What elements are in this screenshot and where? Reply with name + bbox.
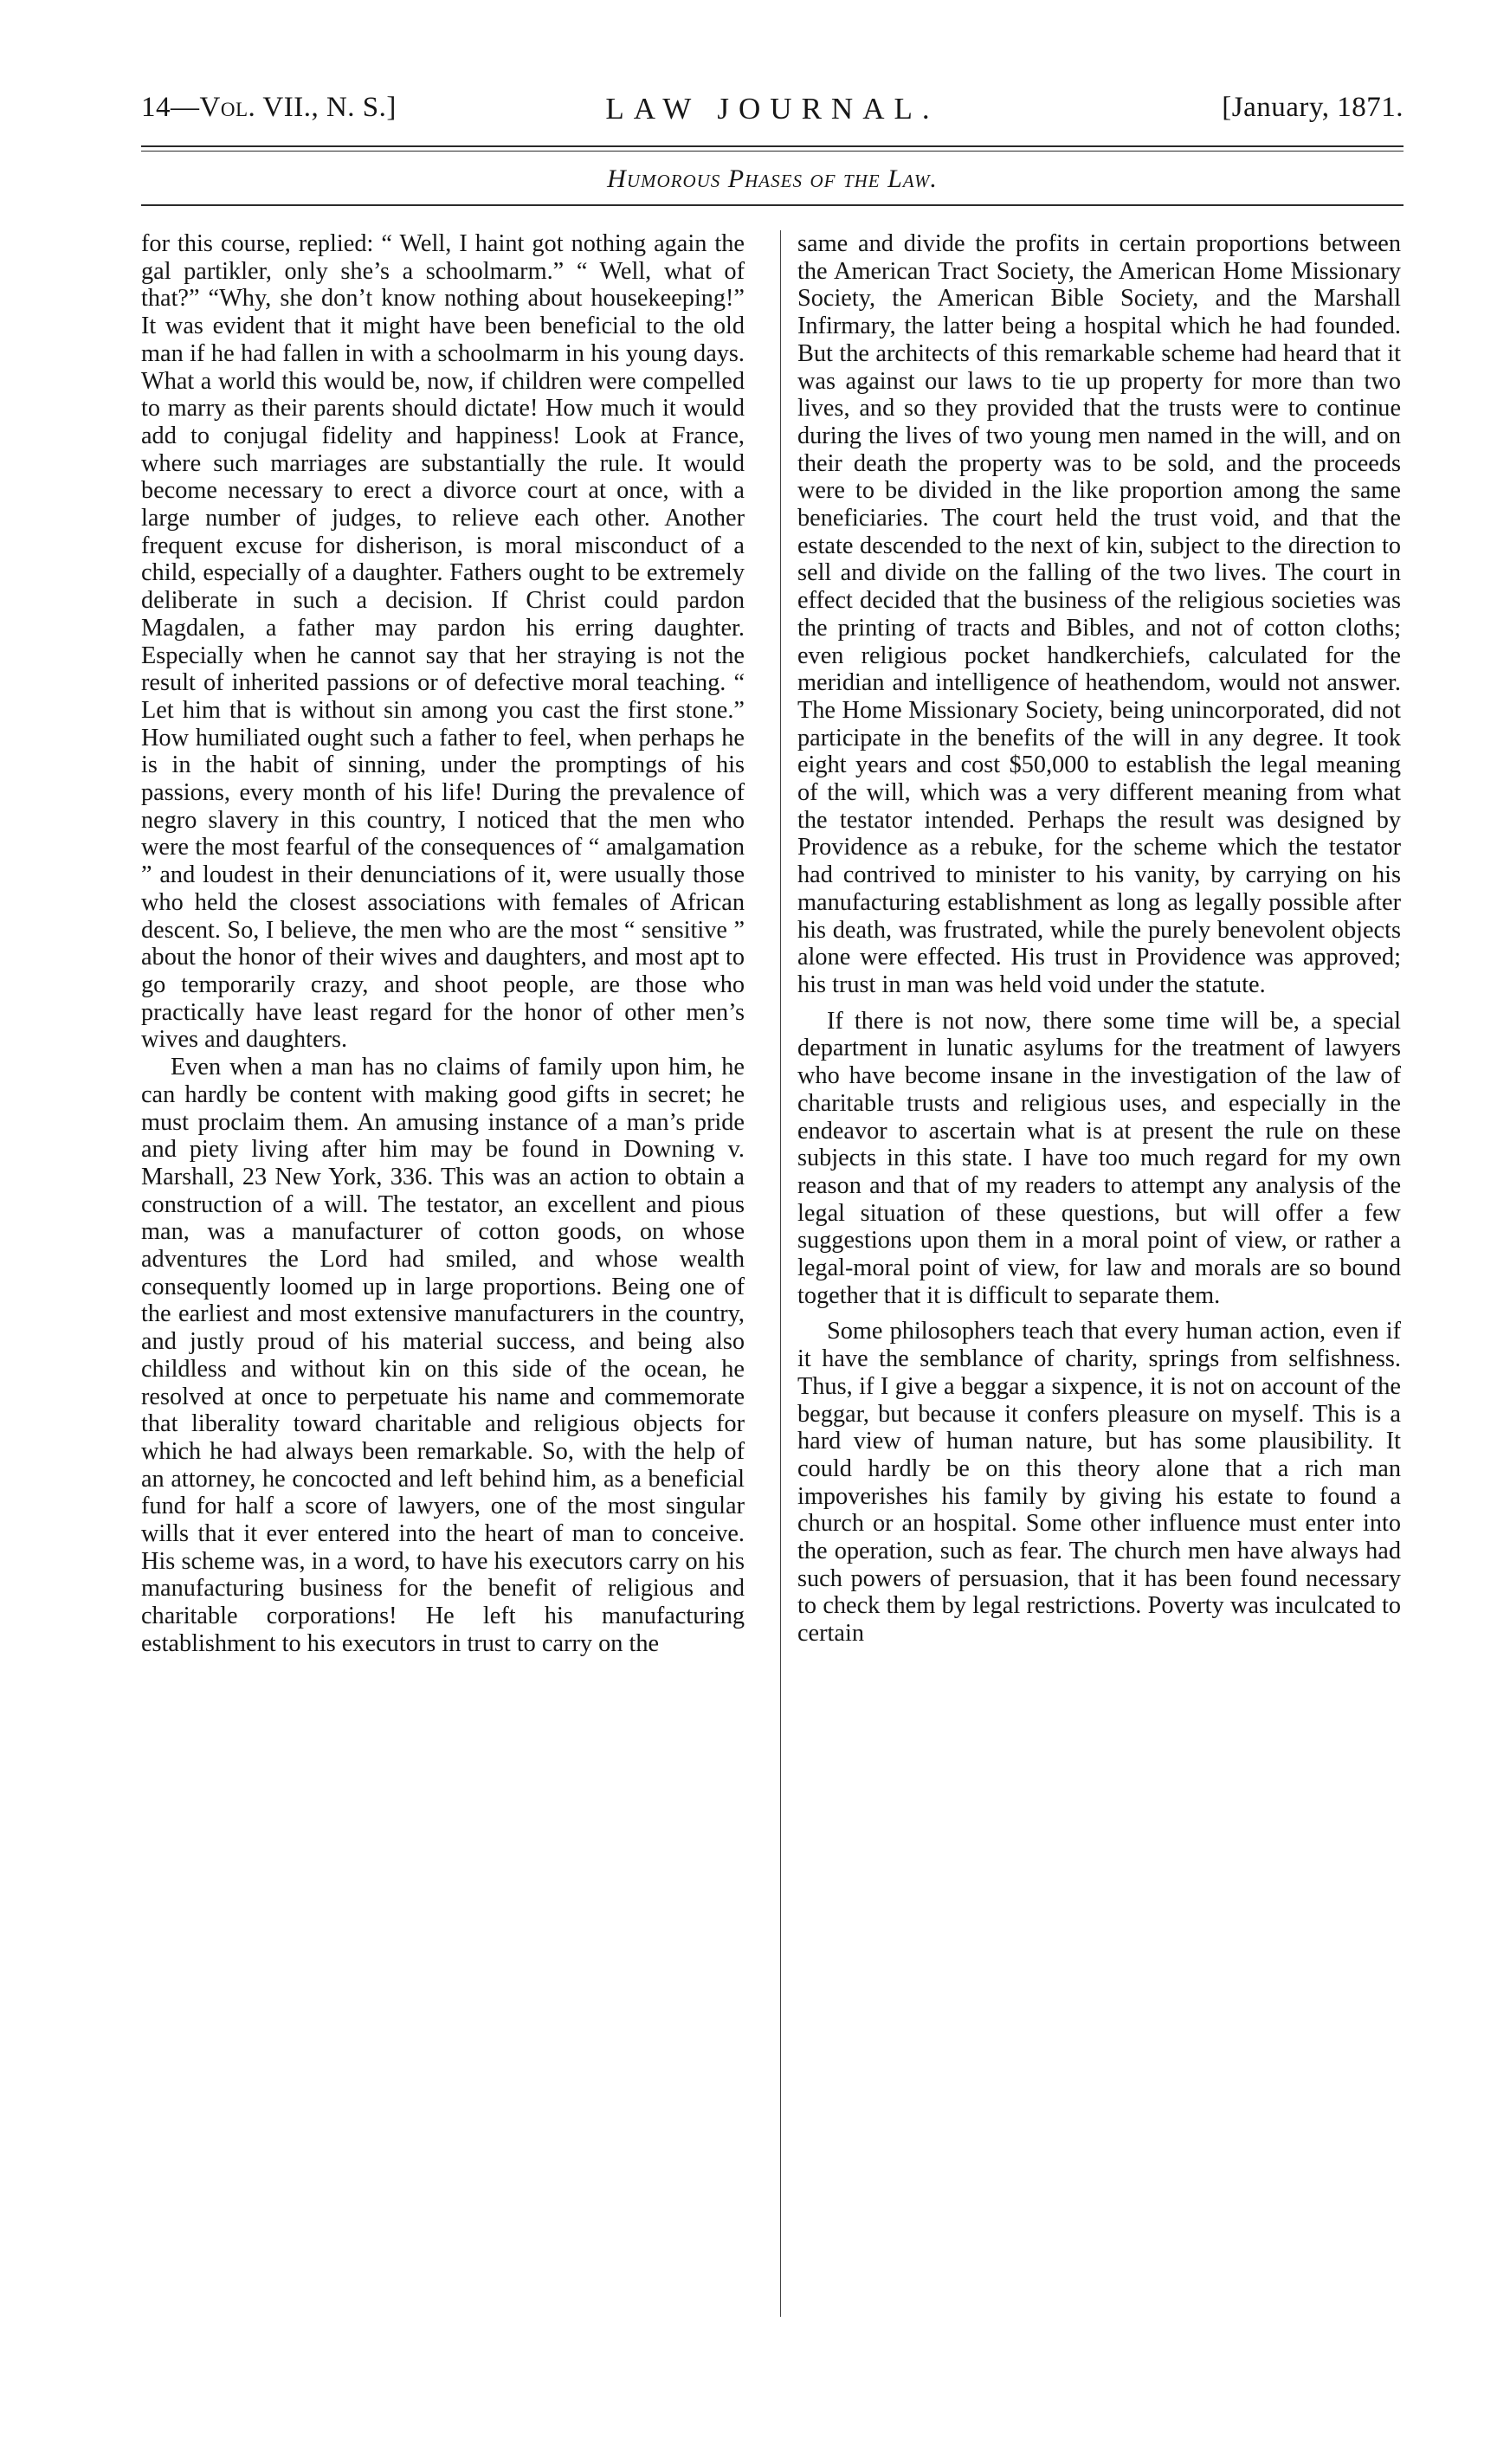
right-column [797, 230, 1401, 1648]
section-rule [141, 204, 1404, 206]
header-volume: 14—Vol. VII., N. S.] [141, 92, 397, 123]
paragraph: Even when a man has no claims of family upon him, he can hardly be content with making good gifts in secret; he must proclaim them. An amusing instance of a man’s pride and piety living after him may be found in Downing v. Marshall, 23 New York, 336. This was an action to obtain a construction of a will. The testator, an excellent and pious man, was a manufacturer of cotton goods, on whose adventures the Lord had smiled, and whose wealth consequently loomed up in large proportions. Being one of the earliest and most extensive manufacturers in the country, and justly proud of his material success, and being also childless and without kin on this side of the ocean, he resolved at once to perpetuate his name and commemorate that liberality toward charitable and religious objects for which he had always been remarkable. So, with the help of an attorney, he concocted and left behind him, as a beneficial fund for half a score of lawyers, one of the most singular wills that it ever entered into the heart of man to conceive. His scheme was, in a word, to have his executors carry on his manufacturing business for the benefit of religious and charitable corporations! He left his manufacturing establishment to his executors in trust to carry on the [141, 1054, 745, 1657]
left-column [141, 230, 745, 1658]
paragraph: Some philosophers teach that every human action, even if it have the semblance of charity, springs from selfishness. Thus, if I give a beggar a sixpence, it is not on account of the beggar, but because it confers pleasure on myself. This is a hard view of human nature, but has some plausibility. It could hardly be on this theory alone that a rich man impoverishes his family by giving his estate to found a church or an hospital. Some other influence must enter into the operation, such as fear. The church men have always had such powers of persuasion, that it has been found necessary to check them by legal restrictions. Poverty was inculcated to certain [797, 1318, 1401, 1648]
column-divider [780, 230, 781, 2317]
header-rule-thick [141, 145, 1404, 147]
header-date: [January, 1871. [1222, 92, 1404, 123]
paragraph: If there is not now, there some time will be, a special department in lunatic asylums for the treatment of lawyers who have become insane in the investigation of the law of charitable trusts and religious uses, and especially in the endeavor to ascertain what is at present the rule on these subjects in this state. I have too much regard for my own reason and that of my readers to attempt any analysis of the legal situation of these questions, but will offer a few suggestions upon them in a moral point of view, or rather a legal-moral point of view, for law and morals are so bound together that it is difficult to separate them. [797, 1007, 1401, 1309]
section-title: Humorous Phases of the Law. [607, 164, 938, 193]
header-rule-thin [141, 151, 1404, 152]
paragraph: for this course, replied: “ Well, I haint got nothing again the gal partikler, only she’s a schoolmarm.” “ Well, what of that?” “Why, she don’t know nothing about housekeeping!” It was evident that it might have been beneficial to the old man if he had fallen in with a schoolmarm in his young days. What a world this would be, now, if children were compelled to marry as their parents should dictate! How much it would add to conjugal fidelity and happiness! Look at France, where such marriages are substantially the rule. It would become necessary to erect a divorce court at once, with a large number of judges, to relieve each other. Another frequent excuse for disherison, is moral misconduct of a child, especially of a daughter. Fathers ought to be extremely deliberate in such a decision. If Christ could pardon Magdalen, a father may pardon his erring daughter. Especially when he cannot say that her straying is not the result of inherited passions or of defective moral teaching. “ Let him that is without sin among you cast the first stone.” How humiliated ought such a father to feel, when perhaps he is in the habit of sinning, under the promptings of his passions, every month of his life! During the prevalence of negro slavery in this country, I noticed that the men who were the most fearful of the consequences of “ amalgamation ” and loudest in their denunciations of it, were usually those who held the closest associations with females of African descent. So, I believe, the men who are the most “ sensitive ” about the honor of their wives and daughters, and most apt to go temporarily crazy, and shoot people, are those who practically have least regard for the honor of other men’s wives and daughters. [141, 230, 745, 1054]
header-journal-title: LAW JOURNAL. [605, 92, 939, 126]
running-header [141, 92, 1404, 135]
paragraph: same and divide the profits in certain proportions between the American Tract Society, the American Home Missionary Society, the American Bible Society, and the Marshall Infirmary, the latter being a hospital which he had founded. But the architects of this remarkable scheme had heard that it was against our laws to tie up property for more than two lives, and so they provided that the trusts were to continue during the lives of two young men named in the will, and on their death the property was to be sold, and the proceeds were to be divided in the like proportion among the same beneficiaries. The court held the trust void, and that the estate descended to the next of kin, subject to the direction to sell and divide on the falling of the two lives. The court in effect decided that the business of the religious societies was the printing of tracts and Bibles, and not of cotton cloths; even religious pocket handkerchiefs, calculated for the meridian and intelligence of heathendom, would not answer. The Home Missionary Society, being unincorporated, did not participate in the benefits of the will in any degree. It took eight years and cost $50,000 to establish the legal meaning of the will, which was a very different meaning from what the testator intended. Perhaps the result was designed by Providence as a rebuke, for the scheme which the testator had contrived to minister to his vanity, by carrying on his manufacturing establishment as long as legally possible after his death, was frustrated, while the purely benevolent objects alone were effected. His trust in Providence was approved; his trust in man was held void under the statute. [797, 230, 1401, 998]
